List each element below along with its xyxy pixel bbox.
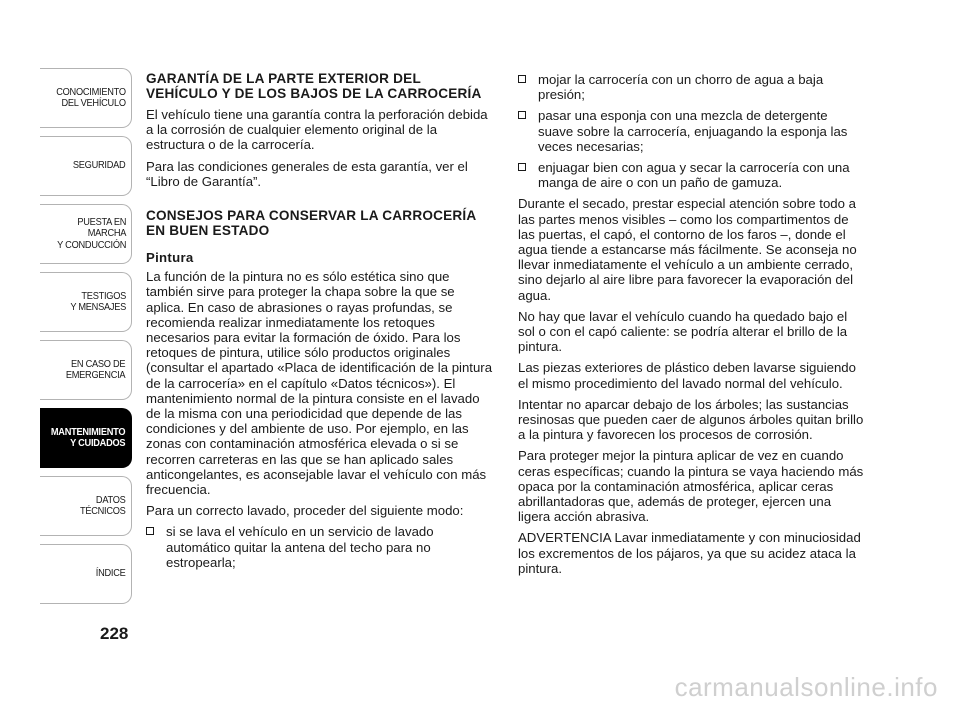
tab-label: CONOCIMIENTO DEL VEHÍCULO: [56, 85, 126, 109]
list-item: [146, 524, 496, 570]
paragraph: La función de la pintura no es sólo estética sino que también sirve para proteger la chapa sobre la que se aplica. En caso de abrasiones o rayas profundas, se recomienda realizar inmediatamente los retoques necesarios para evitar la formación de óxido. Para los retoques de pintura, utilice sólo productos originales (consultar el apartado «Placa de identificación de la pintura de la carrocería» en el capítulo «Datos técnicos»). El mantenimiento normal de la pintura consiste en el lavado de la misma con una periodicidad que depende de las condiciones y del ambiente de uso. Por ejemplo, en las zonas con contaminación atmosférica elevada o si se recorren carreteras en las que se han aplicado sales anticongelantes, es aconsejable lavar el vehículo con más frecuencia.: [146, 269, 493, 498]
tab-conocimiento-del-vehiculo[interactable]: [40, 68, 132, 128]
paragraph: Intentar no aparcar debajo de los árboles; las sustancias resinosas que pueden caer de algunos árboles quitan brillo a la pintura y favorecen los procesos de corrosión.: [518, 396, 864, 443]
page-number: 228: [100, 624, 129, 643]
list-item-text: pasar una esponja con una mezcla de detergente suave sobre la carrocería, enjuagando la esponja las veces necesarias;: [538, 108, 848, 154]
checkbox-bullet-icon: [146, 527, 154, 535]
tab-label: EN CASO DE EMERGENCIA: [66, 357, 126, 381]
paragraph: Las piezas exteriores de plástico deben lavarse siguiendo el mismo procedimiento del lavado normal del vehículo.: [518, 360, 856, 391]
list-item-text: enjuagar bien con agua y secar la carrocería con una manga de aire o con un paño de gamuza.: [538, 160, 850, 191]
right-column: [518, 72, 864, 582]
paragraph: El vehículo tiene una garantía contra la perforación debida a la corrosión de cualquier elemento original de la estructura o de la carrocería.: [146, 107, 488, 153]
tab-seguridad[interactable]: [40, 136, 132, 196]
tab-label: PUESTA EN MARCHA Y CONDUCCIÓN: [56, 215, 126, 251]
tab-label: MANTENIMIENTO Y CUIDADOS: [51, 425, 126, 449]
tab-testigos-y-mensajes[interactable]: [40, 272, 132, 332]
tab-en-caso-de-emergencia[interactable]: [40, 340, 132, 400]
list-item-text: si se lava el vehículo en un servicio de lavado automático quitar la antena del techo para no estropearla;: [166, 524, 434, 570]
checkbox-bullet-icon: [518, 111, 526, 119]
subheading-pintura: Pintura: [146, 250, 194, 266]
list-item: [518, 108, 864, 154]
list-item: [518, 160, 864, 190]
warning-paragraph: ADVERTENCIA Lavar inmediatamente y con minuciosidad los excrementos de los pájaros, ya que su acidez ataca la pintura.: [518, 530, 861, 576]
paragraph: Para proteger mejor la pintura aplicar de vez en cuando ceras específicas; cuando la pintura se vaya haciendo más opaca por la contaminación atmosférica, aplicar ceras abrillantadoras que, además de proteger, ejercen una ligera acción abrasiva.: [518, 448, 864, 525]
section-heading-garantia: GARANTÍA DE LA PARTE EXTERIOR DEL VEHÍCULO Y DE LOS BAJOS DE LA CARROCERÍA: [146, 71, 482, 101]
tab-label: DATOS TÉCNICOS: [80, 493, 126, 517]
left-column: [146, 72, 496, 576]
tab-indice[interactable]: [40, 544, 132, 604]
paragraph: No hay que lavar el vehículo cuando ha quedado bajo el sol o con el capó caliente: se podría alterar el brillo de la pintura.: [518, 308, 848, 355]
section-heading-consejos: CONSEJOS PARA CONSERVAR LA CARROCERÍA EN BUEN ESTADO: [146, 208, 476, 238]
checkbox-bullet-icon: [518, 163, 526, 171]
chapter-sidebar: [40, 68, 132, 612]
list-item-text: mojar la carrocería con un chorro de agua a baja presión;: [538, 72, 824, 103]
tab-puesta-en-marcha[interactable]: [40, 204, 132, 264]
tab-label: SEGURIDAD: [73, 159, 126, 172]
list-item: [518, 72, 864, 102]
watermark: carmanualsonline.info: [674, 672, 938, 702]
paragraph: Para un correcto lavado, proceder del siguiente modo:: [146, 503, 464, 519]
paragraph: Para las condiciones generales de esta garantía, ver el “Libro de Garantía”.: [146, 158, 468, 189]
tab-datos-tecnicos[interactable]: [40, 476, 132, 536]
checkbox-bullet-icon: [518, 75, 526, 83]
tab-label: ÍNDICE: [95, 567, 126, 580]
tab-label: TESTIGOS Y MENSAJES: [69, 289, 126, 313]
tab-mantenimiento-y-cuidados[interactable]: [40, 408, 132, 468]
paragraph: Durante el secado, prestar especial atención sobre todo a las partes menos visibles – como los compartimentos de las puertas, el capó, el contorno de los faros –, donde el agua tiende a estancarse más fácilmente. Se aconseja no llevar inmediatamente el vehículo a un ambiente cerrado, sino dejarlo al aire libre para favorecer la evaporación del agua.: [518, 196, 857, 303]
